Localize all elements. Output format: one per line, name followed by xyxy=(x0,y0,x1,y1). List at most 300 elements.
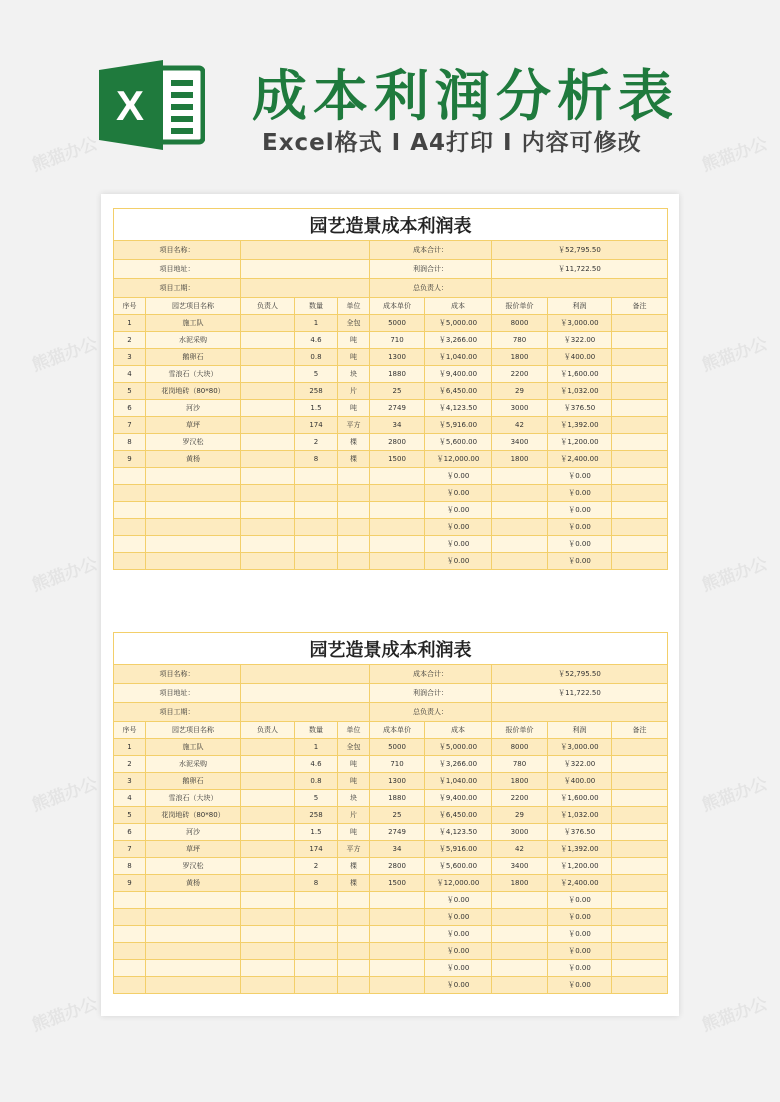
table-cell[interactable]: ￥5,600.00 xyxy=(425,434,492,451)
table-cell[interactable] xyxy=(241,858,295,875)
table-cell[interactable]: 1800 xyxy=(492,451,548,468)
table-cell[interactable]: ￥9,400.00 xyxy=(425,790,492,807)
table-cell[interactable]: 全包 xyxy=(338,315,370,332)
table-cell[interactable]: 1.5 xyxy=(295,400,338,417)
table-cell[interactable] xyxy=(146,977,241,994)
table-cell[interactable] xyxy=(338,960,370,977)
column-header[interactable]: 报价单价 xyxy=(492,722,548,739)
table-cell[interactable]: ￥0.00 xyxy=(425,519,492,536)
column-header[interactable]: 成本单价 xyxy=(370,722,425,739)
column-header[interactable]: 负责人 xyxy=(241,298,295,315)
table-cell[interactable] xyxy=(241,756,295,773)
table-cell[interactable] xyxy=(241,553,295,570)
table-cell[interactable] xyxy=(370,502,425,519)
column-header[interactable]: 数量 xyxy=(295,722,338,739)
table-cell[interactable]: ￥3,000.00 xyxy=(548,739,612,756)
table-cell[interactable]: 4 xyxy=(114,366,146,383)
table-cell[interactable] xyxy=(146,536,241,553)
table-cell[interactable]: ￥0.00 xyxy=(425,960,492,977)
column-header[interactable]: 序号 xyxy=(114,722,146,739)
table-cell[interactable] xyxy=(492,485,548,502)
table-cell[interactable]: 1 xyxy=(114,739,146,756)
table-cell[interactable] xyxy=(241,332,295,349)
table-cell[interactable]: 2 xyxy=(295,434,338,451)
table-cell[interactable]: 710 xyxy=(370,332,425,349)
table-cell[interactable] xyxy=(241,485,295,502)
table-cell[interactable]: ￥0.00 xyxy=(425,536,492,553)
table-cell[interactable]: ￥0.00 xyxy=(548,553,612,570)
table-cell[interactable]: 9 xyxy=(114,875,146,892)
table-cell[interactable] xyxy=(338,892,370,909)
table-cell[interactable]: 1800 xyxy=(492,875,548,892)
table-cell[interactable]: ￥0.00 xyxy=(425,926,492,943)
column-header[interactable]: 成本单价 xyxy=(370,298,425,315)
table-cell[interactable]: ￥0.00 xyxy=(548,943,612,960)
table-cell[interactable]: 7 xyxy=(114,417,146,434)
table-cell[interactable]: 吨 xyxy=(338,773,370,790)
table-cell[interactable]: 25 xyxy=(370,807,425,824)
table-cell[interactable]: ￥0.00 xyxy=(425,502,492,519)
table-cell[interactable] xyxy=(114,485,146,502)
table-cell[interactable]: 780 xyxy=(492,332,548,349)
table-cell[interactable] xyxy=(241,892,295,909)
table-cell[interactable]: 2800 xyxy=(370,858,425,875)
table-cell[interactable] xyxy=(492,943,548,960)
info-label[interactable]: 项目工期： xyxy=(114,279,241,298)
table-cell[interactable]: ￥0.00 xyxy=(548,536,612,553)
table-cell[interactable] xyxy=(114,519,146,536)
table-cell[interactable]: 河沙 xyxy=(146,400,241,417)
table-cell[interactable]: ￥9,400.00 xyxy=(425,366,492,383)
table-cell[interactable]: 5 xyxy=(114,807,146,824)
table-cell[interactable]: 鹅卵石 xyxy=(146,773,241,790)
table-cell[interactable]: 全包 xyxy=(338,739,370,756)
table-cell[interactable]: ￥0.00 xyxy=(548,909,612,926)
table-cell[interactable]: ￥2,400.00 xyxy=(548,451,612,468)
table-cell[interactable]: 黄杨 xyxy=(146,875,241,892)
table-cell[interactable] xyxy=(612,468,668,485)
table-cell[interactable] xyxy=(241,315,295,332)
info-label[interactable]: 项目名称： xyxy=(114,241,241,260)
table-cell[interactable]: 草坪 xyxy=(146,841,241,858)
table-cell[interactable]: 5 xyxy=(114,383,146,400)
table-cell[interactable] xyxy=(146,553,241,570)
table-cell[interactable] xyxy=(338,909,370,926)
table-cell[interactable] xyxy=(241,807,295,824)
info-value[interactable] xyxy=(492,279,668,298)
table-cell[interactable] xyxy=(295,926,338,943)
table-cell[interactable] xyxy=(612,977,668,994)
table-cell[interactable]: 施工队 xyxy=(146,739,241,756)
info-value[interactable] xyxy=(241,279,370,298)
table-cell[interactable]: 8 xyxy=(295,875,338,892)
table-cell[interactable]: 棵 xyxy=(338,858,370,875)
table-cell[interactable]: 草坪 xyxy=(146,417,241,434)
table-cell[interactable] xyxy=(370,519,425,536)
table-cell[interactable]: ￥0.00 xyxy=(548,960,612,977)
table-cell[interactable]: 1 xyxy=(295,315,338,332)
table-cell[interactable]: 8 xyxy=(295,451,338,468)
table-cell[interactable]: 1500 xyxy=(370,875,425,892)
table-cell[interactable]: ￥0.00 xyxy=(425,485,492,502)
column-header[interactable]: 园艺项目名称 xyxy=(146,298,241,315)
table-cell[interactable] xyxy=(241,519,295,536)
info-value[interactable]: ￥11,722.50 xyxy=(492,684,668,703)
table-cell[interactable]: 174 xyxy=(295,841,338,858)
column-header[interactable]: 利润 xyxy=(548,298,612,315)
table-cell[interactable] xyxy=(612,960,668,977)
table-cell[interactable]: 3000 xyxy=(492,400,548,417)
table-cell[interactable]: ￥6,450.00 xyxy=(425,807,492,824)
table-cell[interactable] xyxy=(612,807,668,824)
table-cell[interactable] xyxy=(295,519,338,536)
info-label[interactable]: 成本合计： xyxy=(370,241,492,260)
table-cell[interactable]: 9 xyxy=(114,451,146,468)
table-cell[interactable]: 2800 xyxy=(370,434,425,451)
table-cell[interactable] xyxy=(612,824,668,841)
table-cell[interactable]: 8 xyxy=(114,858,146,875)
table-cell[interactable] xyxy=(241,909,295,926)
table-cell[interactable] xyxy=(146,892,241,909)
info-value[interactable]: ￥52,795.50 xyxy=(492,665,668,684)
info-value[interactable] xyxy=(241,241,370,260)
table-cell[interactable] xyxy=(370,485,425,502)
table-cell[interactable] xyxy=(146,926,241,943)
table-cell[interactable]: 29 xyxy=(492,383,548,400)
table-cell[interactable] xyxy=(370,468,425,485)
table-cell[interactable]: 42 xyxy=(492,841,548,858)
info-label[interactable]: 总负责人： xyxy=(370,279,492,298)
table-cell[interactable] xyxy=(114,960,146,977)
table-cell[interactable]: ￥0.00 xyxy=(425,892,492,909)
table-cell[interactable] xyxy=(612,366,668,383)
table-cell[interactable]: ￥0.00 xyxy=(548,468,612,485)
table-cell[interactable]: 0.8 xyxy=(295,349,338,366)
table-cell[interactable] xyxy=(492,960,548,977)
table-title[interactable]: 园艺造景成本利润表 xyxy=(114,633,668,665)
table-cell[interactable]: 42 xyxy=(492,417,548,434)
table-cell[interactable]: ￥376.50 xyxy=(548,400,612,417)
table-cell[interactable]: 2 xyxy=(114,756,146,773)
column-header[interactable]: 备注 xyxy=(612,722,668,739)
table-cell[interactable] xyxy=(295,502,338,519)
table-cell[interactable] xyxy=(241,943,295,960)
table-cell[interactable]: 1300 xyxy=(370,773,425,790)
table-cell[interactable]: ￥3,266.00 xyxy=(425,756,492,773)
table-cell[interactable]: ￥12,000.00 xyxy=(425,875,492,892)
info-value[interactable] xyxy=(241,260,370,279)
table-cell[interactable] xyxy=(295,468,338,485)
table-cell[interactable]: 鹅卵石 xyxy=(146,349,241,366)
table-cell[interactable]: ￥0.00 xyxy=(425,943,492,960)
table-cell[interactable] xyxy=(114,926,146,943)
table-cell[interactable]: 34 xyxy=(370,417,425,434)
table-cell[interactable] xyxy=(241,451,295,468)
table-cell[interactable]: 吨 xyxy=(338,332,370,349)
table-cell[interactable] xyxy=(114,943,146,960)
info-label[interactable]: 项目地址： xyxy=(114,684,241,703)
table-cell[interactable]: 1880 xyxy=(370,366,425,383)
table-cell[interactable]: 块 xyxy=(338,790,370,807)
table-cell[interactable]: 1800 xyxy=(492,773,548,790)
table-cell[interactable] xyxy=(612,315,668,332)
table-cell[interactable]: 4.6 xyxy=(295,332,338,349)
table-cell[interactable]: ￥1,040.00 xyxy=(425,773,492,790)
column-header[interactable]: 报价单价 xyxy=(492,298,548,315)
table-cell[interactable]: ￥0.00 xyxy=(425,909,492,926)
table-cell[interactable]: ￥376.50 xyxy=(548,824,612,841)
table-cell[interactable] xyxy=(370,553,425,570)
info-label[interactable]: 成本合计： xyxy=(370,665,492,684)
table-cell[interactable] xyxy=(114,909,146,926)
table-cell[interactable] xyxy=(612,502,668,519)
table-cell[interactable]: ￥0.00 xyxy=(548,502,612,519)
table-cell[interactable]: 2200 xyxy=(492,790,548,807)
table-cell[interactable]: 25 xyxy=(370,383,425,400)
table-cell[interactable] xyxy=(241,383,295,400)
table-cell[interactable]: 174 xyxy=(295,417,338,434)
column-header[interactable]: 单位 xyxy=(338,298,370,315)
table-cell[interactable] xyxy=(241,960,295,977)
table-title[interactable]: 园艺造景成本利润表 xyxy=(114,209,668,241)
table-cell[interactable]: ￥12,000.00 xyxy=(425,451,492,468)
table-cell[interactable]: 3000 xyxy=(492,824,548,841)
table-cell[interactable]: ￥1,600.00 xyxy=(548,790,612,807)
table-cell[interactable]: ￥0.00 xyxy=(425,553,492,570)
table-cell[interactable]: 3 xyxy=(114,773,146,790)
info-label[interactable]: 利润合计： xyxy=(370,260,492,279)
table-cell[interactable] xyxy=(295,909,338,926)
info-value[interactable] xyxy=(241,684,370,703)
table-cell[interactable]: 34 xyxy=(370,841,425,858)
table-cell[interactable]: ￥400.00 xyxy=(548,773,612,790)
table-cell[interactable]: 水泥采购 xyxy=(146,332,241,349)
table-cell[interactable] xyxy=(295,892,338,909)
table-cell[interactable]: 花岗地砖（80*80） xyxy=(146,807,241,824)
table-cell[interactable]: 8 xyxy=(114,434,146,451)
table-cell[interactable]: 710 xyxy=(370,756,425,773)
table-cell[interactable]: ￥322.00 xyxy=(548,756,612,773)
table-cell[interactable]: ￥5,600.00 xyxy=(425,858,492,875)
table-cell[interactable]: ￥6,450.00 xyxy=(425,383,492,400)
info-value[interactable] xyxy=(241,703,370,722)
table-cell[interactable] xyxy=(241,349,295,366)
table-cell[interactable]: 水泥采购 xyxy=(146,756,241,773)
info-label[interactable]: 总负责人： xyxy=(370,703,492,722)
table-cell[interactable] xyxy=(241,841,295,858)
table-cell[interactable] xyxy=(338,536,370,553)
table-cell[interactable] xyxy=(492,909,548,926)
table-cell[interactable] xyxy=(370,943,425,960)
table-cell[interactable] xyxy=(241,502,295,519)
table-cell[interactable]: 棵 xyxy=(338,451,370,468)
table-cell[interactable]: ￥3,266.00 xyxy=(425,332,492,349)
table-cell[interactable] xyxy=(492,502,548,519)
table-cell[interactable] xyxy=(492,468,548,485)
table-cell[interactable] xyxy=(612,739,668,756)
table-cell[interactable]: 吨 xyxy=(338,756,370,773)
table-cell[interactable] xyxy=(612,892,668,909)
table-cell[interactable] xyxy=(612,383,668,400)
table-cell[interactable] xyxy=(370,926,425,943)
table-cell[interactable]: ￥5,916.00 xyxy=(425,417,492,434)
table-cell[interactable]: 2749 xyxy=(370,824,425,841)
table-cell[interactable]: ￥322.00 xyxy=(548,332,612,349)
table-cell[interactable]: 780 xyxy=(492,756,548,773)
table-cell[interactable] xyxy=(114,553,146,570)
table-cell[interactable]: 3400 xyxy=(492,858,548,875)
table-cell[interactable]: 平方 xyxy=(338,417,370,434)
table-cell[interactable] xyxy=(370,977,425,994)
table-cell[interactable] xyxy=(612,790,668,807)
table-cell[interactable]: 2 xyxy=(295,858,338,875)
table-cell[interactable]: 8000 xyxy=(492,315,548,332)
column-header[interactable]: 负责人 xyxy=(241,722,295,739)
table-cell[interactable]: 吨 xyxy=(338,400,370,417)
table-cell[interactable]: ￥5,000.00 xyxy=(425,315,492,332)
table-cell[interactable]: ￥2,400.00 xyxy=(548,875,612,892)
table-cell[interactable]: ￥1,200.00 xyxy=(548,434,612,451)
table-cell[interactable] xyxy=(114,468,146,485)
table-cell[interactable] xyxy=(612,773,668,790)
table-cell[interactable] xyxy=(492,977,548,994)
table-cell[interactable]: ￥400.00 xyxy=(548,349,612,366)
info-label[interactable]: 项目工期： xyxy=(114,703,241,722)
table-cell[interactable]: 1300 xyxy=(370,349,425,366)
table-cell[interactable]: ￥0.00 xyxy=(548,519,612,536)
table-cell[interactable] xyxy=(612,485,668,502)
table-cell[interactable] xyxy=(612,417,668,434)
table-cell[interactable]: 258 xyxy=(295,383,338,400)
table-cell[interactable] xyxy=(295,553,338,570)
table-cell[interactable] xyxy=(370,892,425,909)
column-header[interactable]: 利润 xyxy=(548,722,612,739)
table-cell[interactable]: 吨 xyxy=(338,824,370,841)
table-cell[interactable]: ￥1,392.00 xyxy=(548,841,612,858)
table-cell[interactable]: 块 xyxy=(338,366,370,383)
table-cell[interactable]: ￥0.00 xyxy=(425,468,492,485)
table-cell[interactable]: 5000 xyxy=(370,315,425,332)
table-cell[interactable] xyxy=(241,739,295,756)
table-cell[interactable] xyxy=(114,502,146,519)
table-cell[interactable]: 1 xyxy=(295,739,338,756)
table-cell[interactable]: ￥1,600.00 xyxy=(548,366,612,383)
column-header[interactable]: 成本 xyxy=(425,722,492,739)
table-cell[interactable] xyxy=(338,943,370,960)
table-cell[interactable] xyxy=(146,909,241,926)
table-cell[interactable] xyxy=(295,977,338,994)
table-cell[interactable]: 花岗地砖（80*80） xyxy=(146,383,241,400)
table-cell[interactable] xyxy=(241,790,295,807)
table-cell[interactable]: 0.8 xyxy=(295,773,338,790)
table-cell[interactable] xyxy=(241,417,295,434)
table-cell[interactable] xyxy=(338,468,370,485)
table-cell[interactable] xyxy=(612,553,668,570)
table-cell[interactable] xyxy=(241,773,295,790)
table-cell[interactable] xyxy=(612,943,668,960)
table-cell[interactable]: ￥1,032.00 xyxy=(548,383,612,400)
table-cell[interactable] xyxy=(612,400,668,417)
table-cell[interactable]: 黄杨 xyxy=(146,451,241,468)
table-cell[interactable]: 5000 xyxy=(370,739,425,756)
table-cell[interactable]: 1.5 xyxy=(295,824,338,841)
table-cell[interactable]: 罗汉松 xyxy=(146,434,241,451)
table-cell[interactable]: ￥0.00 xyxy=(548,926,612,943)
table-cell[interactable] xyxy=(241,926,295,943)
table-cell[interactable]: ￥5,000.00 xyxy=(425,739,492,756)
table-cell[interactable]: 4 xyxy=(114,790,146,807)
table-cell[interactable]: 吨 xyxy=(338,349,370,366)
table-cell[interactable]: 258 xyxy=(295,807,338,824)
table-cell[interactable] xyxy=(612,349,668,366)
table-cell[interactable] xyxy=(241,468,295,485)
table-cell[interactable]: 施工队 xyxy=(146,315,241,332)
table-cell[interactable]: 罗汉松 xyxy=(146,858,241,875)
table-cell[interactable] xyxy=(370,960,425,977)
table-cell[interactable]: 7 xyxy=(114,841,146,858)
table-cell[interactable] xyxy=(492,536,548,553)
table-cell[interactable] xyxy=(241,824,295,841)
table-cell[interactable]: 1500 xyxy=(370,451,425,468)
table-cell[interactable] xyxy=(612,434,668,451)
table-cell[interactable]: 棵 xyxy=(338,434,370,451)
table-cell[interactable] xyxy=(370,536,425,553)
table-cell[interactable] xyxy=(492,553,548,570)
table-cell[interactable]: 5 xyxy=(295,790,338,807)
table-cell[interactable] xyxy=(241,400,295,417)
info-value[interactable] xyxy=(492,703,668,722)
table-cell[interactable]: ￥1,200.00 xyxy=(548,858,612,875)
table-cell[interactable]: 2749 xyxy=(370,400,425,417)
table-cell[interactable]: ￥0.00 xyxy=(425,977,492,994)
table-cell[interactable]: ￥3,000.00 xyxy=(548,315,612,332)
table-cell[interactable] xyxy=(338,553,370,570)
table-cell[interactable]: 平方 xyxy=(338,841,370,858)
table-cell[interactable] xyxy=(295,485,338,502)
table-cell[interactable]: ￥4,123.50 xyxy=(425,400,492,417)
column-header[interactable]: 单位 xyxy=(338,722,370,739)
info-label[interactable]: 项目地址： xyxy=(114,260,241,279)
table-cell[interactable]: 1880 xyxy=(370,790,425,807)
table-cell[interactable] xyxy=(146,960,241,977)
table-cell[interactable]: 雪浪石（大块） xyxy=(146,366,241,383)
table-cell[interactable]: ￥0.00 xyxy=(548,977,612,994)
table-cell[interactable] xyxy=(146,943,241,960)
table-cell[interactable]: 2200 xyxy=(492,366,548,383)
table-cell[interactable]: 河沙 xyxy=(146,824,241,841)
table-cell[interactable]: ￥1,032.00 xyxy=(548,807,612,824)
table-cell[interactable] xyxy=(612,519,668,536)
table-cell[interactable]: 片 xyxy=(338,807,370,824)
table-cell[interactable] xyxy=(295,960,338,977)
table-cell[interactable]: 3 xyxy=(114,349,146,366)
info-value[interactable]: ￥52,795.50 xyxy=(492,241,668,260)
table-cell[interactable] xyxy=(241,434,295,451)
table-cell[interactable] xyxy=(241,977,295,994)
table-cell[interactable] xyxy=(241,875,295,892)
table-cell[interactable] xyxy=(295,536,338,553)
table-cell[interactable] xyxy=(612,926,668,943)
table-cell[interactable]: 5 xyxy=(295,366,338,383)
table-cell[interactable]: 4.6 xyxy=(295,756,338,773)
table-cell[interactable] xyxy=(114,892,146,909)
table-cell[interactable] xyxy=(114,536,146,553)
table-cell[interactable] xyxy=(295,943,338,960)
table-cell[interactable] xyxy=(492,519,548,536)
column-header[interactable]: 备注 xyxy=(612,298,668,315)
table-cell[interactable] xyxy=(612,841,668,858)
table-cell[interactable]: ￥1,040.00 xyxy=(425,349,492,366)
